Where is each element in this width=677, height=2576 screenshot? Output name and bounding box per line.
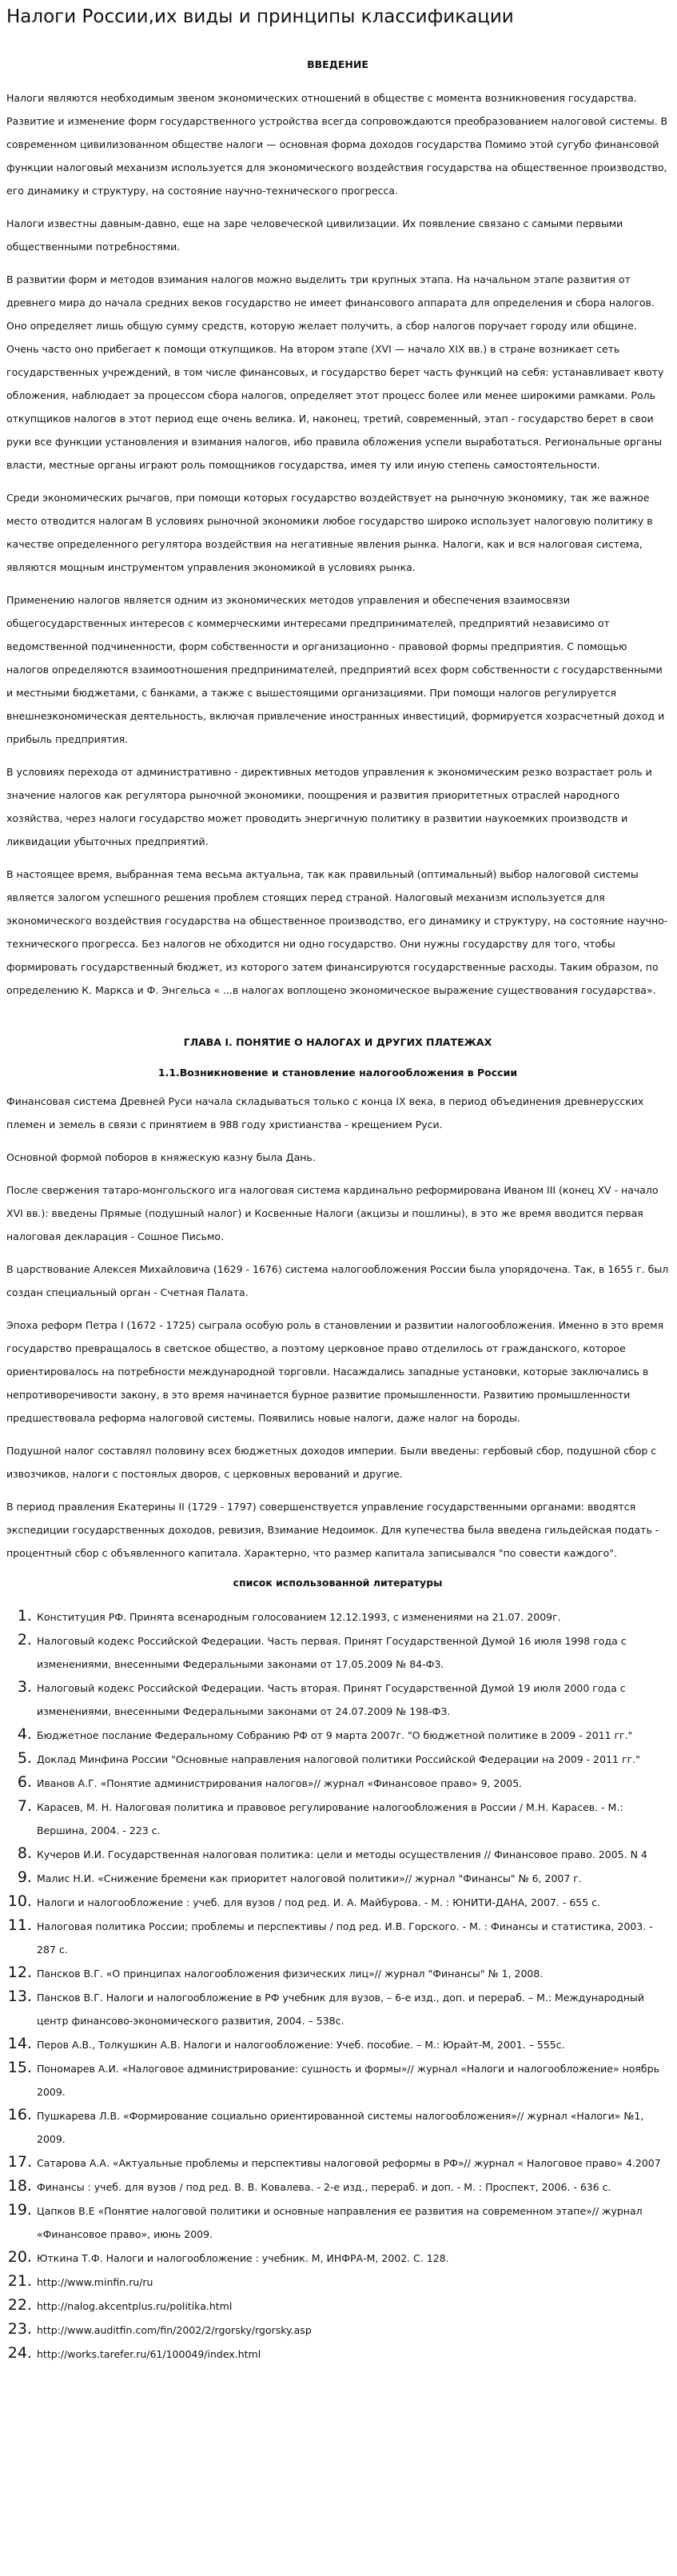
document-page: [0, 5, 677, 2385]
reference-item: 10. Налоги и налогообложение : учеб. для вузов / под ред. И. А. Майбурова. - М. : ЮНИТИ-ДАНА, 2007. - 655 с.: [37, 1890, 669, 1914]
reference-item: 11. Налоговая политика России; проблемы и перспективы / под ред. И.В. Горского. - М. : Финансы и статистика, 2003. - 287 с.: [37, 1914, 669, 1961]
chapter-paragraph: Основной формой поборов в княжескую казну была Дань.: [6, 1151, 316, 1163]
reference-item: 18. Финансы : учеб. для вузов / под ред. В. В. Ковалева. - 2-е изд., перераб. и доп. - М. : Проспект, 2006. - 636 с.: [37, 2175, 669, 2199]
references-list: [6, 1605, 669, 2366]
introduction-section: [6, 56, 669, 1002]
chapter-paragraph: В период правления Екатерины II (1729 - 1797) совершенствуется управление государственными органами: вводятся экспедиции государственных доходов, ревизия, Взимание Недоимок. Для купечества была введена гильдейская подать - процентный сбор с объявленного капитала. Характерно, что размер капитала записывался "по совести каждого".: [6, 1501, 659, 1559]
reference-item: 19. Цапков В.Е «Понятие налоговой политики и основные направления ее развития на современном этапе»// журнал «Финансовое право», июнь 2009.: [37, 2199, 669, 2246]
intro-paragraph: Среди экономических рычагов, при помощи которых государство воздействует на рыночную экономику, так же важное место отводится налогам В условиях рыночной экономики любое государство широко использует налоговую политику в качестве определенного регулятора воздействия на негативные явления рынка. Налоги, как и вся налоговая система, являются мощным инструментом управления экономикой в условиях рынка.: [6, 492, 653, 573]
reference-item: 15. Пономарев А.И. «Налоговое администрирование: сушность и формы»// журнал «Налоги и налогообложение» ноябрь 2009.: [37, 2056, 669, 2103]
reference-item: 6. Иванов А.Г. «Понятие администрирования налогов»// журнал «Финансовое право» 9, 2005.: [37, 1771, 669, 1795]
reference-item: 7. Карасев, М. Н. Налоговая политика и правовое регулирование налогообложения в России / М.Н. Карасев. - М.: Вершина, 2004. - 223 с.: [37, 1795, 669, 1842]
reference-item: 20. Юткина Т.Ф. Налоги и налогообложение : учебник. М, ИНФРА-М, 2002. С. 128.: [37, 2246, 669, 2270]
reference-link-item: [37, 2342, 669, 2366]
reference-link[interactable]: http://nalog.akcentplus.ru/politika.html: [37, 2300, 233, 2312]
reference-item: 14. Перов А.В., Толкушкин А.В. Налоги и налогообложение: Учеб. пособие. – М.: Юрайт-М, 2001. – 555с.: [37, 2032, 669, 2056]
reference-link[interactable]: http://www.minfin.ru/ru: [37, 2276, 153, 2288]
chapter-one-subheading: 1.1.Возникновение и становление налогообложения в России: [157, 1067, 518, 1079]
intro-paragraph: В условиях перехода от административно - директивных методов управления к экономическим резко возрастает роль и значение налогов как регулятора рыночной экономики, поощрения и развития приоритетных отраслей народного хозяйства, через налоги государство может проводить энергичную политику в развитии наукоемких производств и ликвидации убыточных предприятий.: [6, 766, 652, 847]
reference-item: 9. Малис Н.И. «Снижение бремени как приоритет налоговой политики»// журнал "Финансы" № 6, 2007 г.: [37, 1866, 669, 1890]
chapter-paragraph: Подушной налог составлял половину всех бюджетных доходов империи. Были введены: гербовый сбор, подушной сбор с извозчиков, налоги с постоялых дворов, с церковных верований и другие.: [6, 1445, 657, 1480]
chapter-paragraph: В царствование Алексея Михайловича (1629 - 1676) система налогообложения России была упорядочена. Так, в 1655 г. был создан специальный орган - Счетная Палата.: [6, 1263, 669, 1298]
reference-link-item: [37, 2294, 669, 2318]
introduction-heading: ВВЕДЕНИЕ: [307, 58, 368, 70]
reference-item: 16. Пушкарева Л.В. «Формирование социально ориентированной системы налогообложения»// журнал «Налоги» №1, 2009.: [37, 2103, 669, 2151]
intro-paragraph: В настоящее время, выбранная тема весьма актуальна, так как правильный (оптимальный) выбор налоговой системы является залогом успешного решения проблем стоящих перед страной. Налоговый механизм используется для экономического воздействия государства на общественное производство, его динамику и структуру, на состояние научно-технического прогресса. Без налогов не обходится ни одно государство. Они нужны государству для того, чтобы формировать государственный бюджет, из которого затем финансируются государственные расходы. Таким образом, по определению К. Маркса и Ф. Энгельса « ...в налогах воплощено экономическое выражение существования государства».: [6, 868, 668, 996]
chapter-one-heading: ГЛАВА I. ПОНЯТИЕ О НАЛОГАХ И ДРУГИХ ПЛАТЕЖАХ: [183, 1036, 492, 1048]
reference-link-item: [37, 2318, 669, 2342]
chapter-one-section: [6, 1034, 669, 1565]
reference-item: 2. Налоговый кодекс Российской Федерации. Часть первая. Принят Государственной Думой 16 июля 1998 года с изменениями, внесенными Федеральными законами от 17.05.2009 № 84-ФЗ.: [37, 1629, 669, 1676]
reference-link-item: [37, 2270, 669, 2294]
reference-item: 12. Пансков В.Г. «О принципах налогообложения физических лиц»// журнал "Финансы" № 1, 2008.: [37, 1961, 669, 1985]
intro-paragraph: Применению налогов является одним из экономических методов управления и обеспечения взаимосвязи общегосударственных интересов с коммерческими интересами предпринимателей, предприятий независимо от ведомственной подчиненности, форм собственности и организационно - правовой формы предприятия. С помощью налогов определяются взаимоотношения предпринимателей, предприятий всех форм собственности с государственными и местными бюджетами, с банками, а также с вышестоящими организациями. При помощи налогов регулируется внешнеэкономическая деятельность, включая привлечение иностранных инвестиций, формируется хозрасчетный доход и прибыль предприятия.: [6, 594, 665, 745]
reference-link[interactable]: http://www.auditfin.com/fin/2002/2/rgorsky/rgorsky.asp: [37, 2324, 312, 2336]
page-title: Налоги России,их виды и принципы классификации: [6, 6, 514, 27]
reference-item: 17. Сатарова А.А. «Актуальные проблемы и перспективы налоговой реформы в РФ»// журнал « Налоговое право» 4.2007: [37, 2151, 669, 2175]
chapter-paragraph: Финансовая система Древней Руси начала складываться только с конца IX века, в период объединения древнерусских племен и земель в связи с принятием в 988 году христианства - крещением Руси.: [6, 1095, 644, 1130]
chapter-paragraph: После свержения татаро-монгольского ига налоговая система кардинально реформирована Иваном III (конец XV - начало XVI вв.): введены Прямые (подушный налог) и Косвенные Налоги (акцизы и пошлины), в это же время вводится первая налоговая декларация - Сошное Письмо.: [6, 1184, 659, 1242]
reference-item: 4. Бюджетное послание Федеральному Собранию РФ от 9 марта 2007г. "О бюджетной политике в 2009 - 2011 гг.": [37, 1723, 669, 1747]
references-section: [6, 1574, 669, 2366]
reference-item: 13. Пансков В.Г. Налоги и налогообложение в РФ учебник для вузов, – 6-е изд., доп. и перераб. – М.: Международный центр финансово-экономического развития, 2004. – 538с.: [37, 1985, 669, 2032]
reference-item: 1. Конституция РФ. Принята всенародным голосованием 12.12.1993, с изменениями на 21.07. 2009г.: [37, 1605, 669, 1629]
intro-paragraph: Налоги являются необходимым звеном экономических отношений в обществе с момента возникновения государства. Развитие и изменение форм государственного устройства всегда сопровождаются преобразованием налоговой системы. В современном цивилизованном обществе налоги — основная форма доходов государства Помимо этой сугубо финансовой функции налоговый механизм используется для экономического воздействия государства на общественное производство, его динамику и структуру, на состояние научно-технического прогресса.: [6, 92, 668, 197]
chapter-paragraph: Эпоха реформ Петра I (1672 - 1725) сыграла особую роль в становлении и развитии налогообложения. Именно в это время государство превращалось в светское общество, а поэтому церковное право отделилось от гражданского, которое ориентировалось на потребности международной торговли. Насаждались западные установки, которые заключались в непротиворечивости закону, в это время начинается бурное развитие промышленности. Развитию промышленности предшествовала реформа налоговой системы. Появились новые налоги, даже налог на бороды.: [6, 1319, 664, 1424]
references-heading: список использованной литературы: [233, 1577, 443, 1589]
intro-paragraph: В развитии форм и методов взимания налогов можно выделить три крупных этапа. На начальном этапе развития от древнего мира до начала средних веков государство не имеет финансового аппарата для определения и сбора налогов. Оно определяет лишь общую сумму средств, которую желает получить, а сбор налогов поручает городу или общине. Очень часто оно прибегает к помощи откупщиков. На втором этапе (XVI — начало XIX вв.) в стране возникает сеть государственных учреждений, в том числе финансовых, и государство берет часть функций на себя: устанавливает квоту обложения, наблюдает за процессом сбора налогов, определяет этот процесс более или менее широкими рамками. Роль откупщиков налогов в этот период еще очень велика. И, наконец, третий, современный, этап - государство берет в свои руки все функции установления и взимания налогов, ибо правила обложения успели выработаться. Региональные органы власти, местные органы играют роль помощников государства, имея ту или иную степень самостоятельности.: [6, 273, 664, 471]
reference-item: 5. Доклад Минфина России "Основные направления налоговой политики Российской Федерации на 2009 - 2011 гг.": [37, 1747, 669, 1771]
intro-paragraph: Налоги известны давным-давно, еще на заре человеческой цивилизации. Их появление связано с самыми первыми общественными потребностями.: [6, 217, 623, 253]
reference-item: 3. Налоговый кодекс Российской Федерации. Часть вторая. Принят Государственной Думой 19 июля 2000 года с изменениями, внесенными Федеральными законами от 24.07.2009 № 198-ФЗ.: [37, 1676, 669, 1723]
reference-link[interactable]: http://works.tarefer.ru/61/100049/index.html: [37, 2348, 261, 2360]
reference-item: 8. Кучеров И.И. Государственная налоговая политика: цели и методы осуществления // Финансовое право. 2005. N 4: [37, 1842, 669, 1866]
